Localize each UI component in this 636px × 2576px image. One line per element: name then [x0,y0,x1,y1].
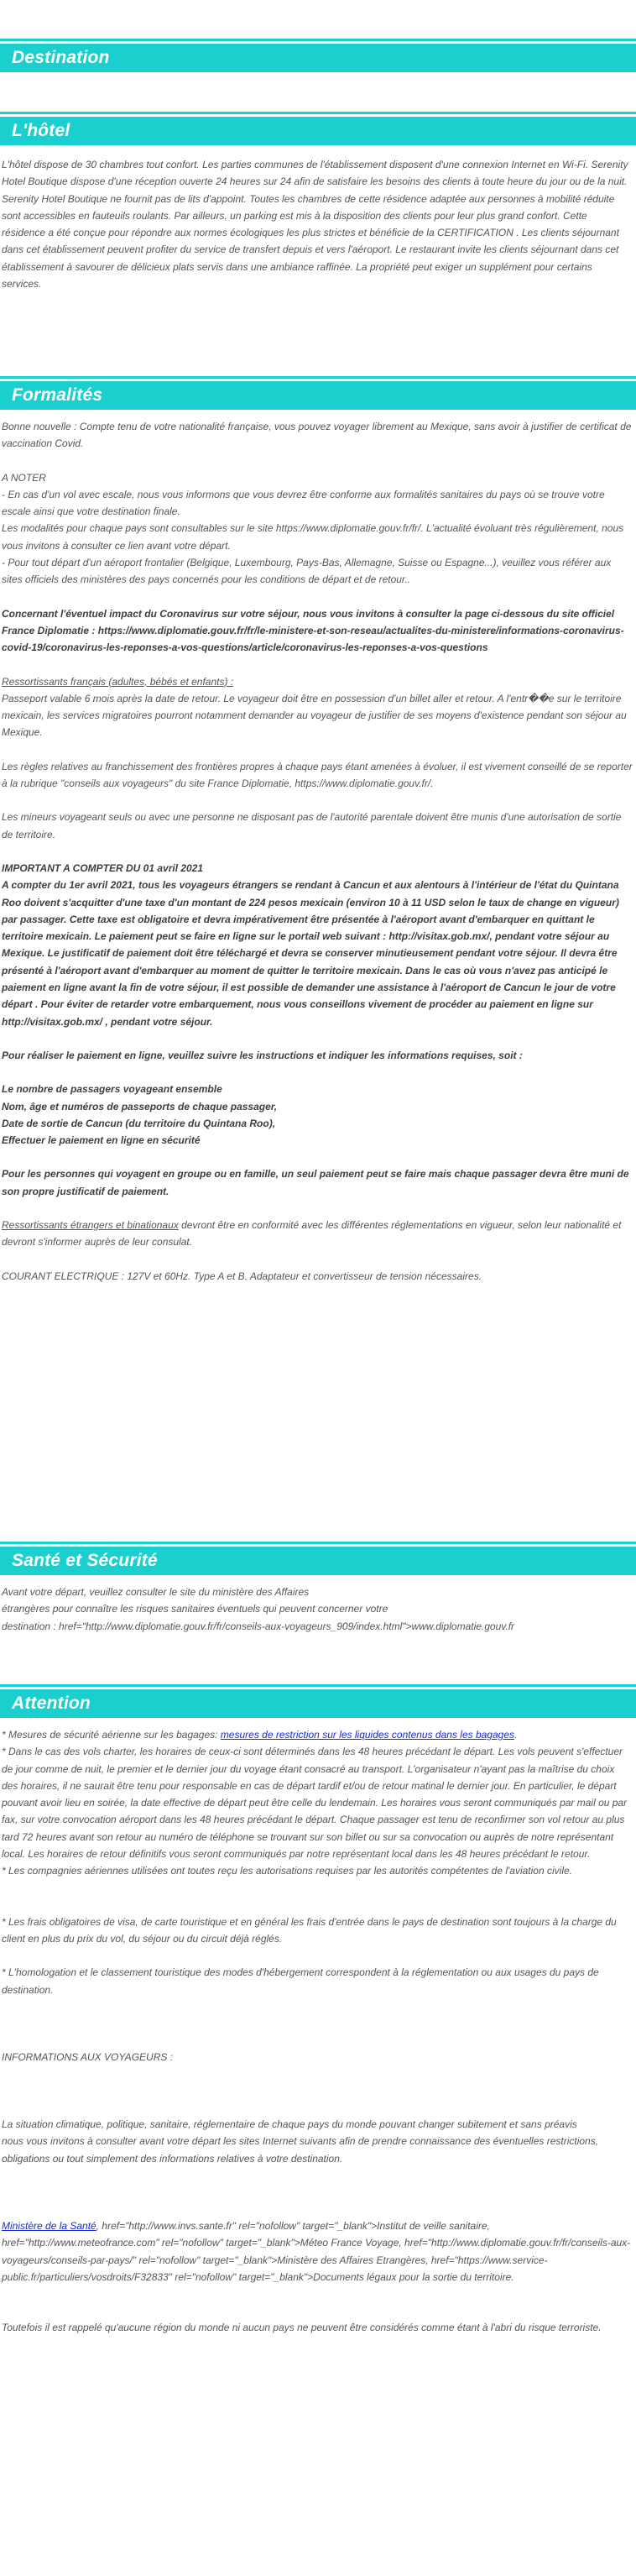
ressortissants-title: Ressortissants français (adultes, bébés et enfants) : [2,675,234,688]
liquides-restriction-link[interactable]: mesures de restriction sur les liquides contenus dans les bagages [220,1729,515,1741]
paiement-step: Nom, âge et numéros de passeports de chaque passager, [2,1100,278,1113]
formalites-section [0,418,634,1285]
attention-section [0,1726,634,2337]
infos-voyageurs-title: INFORMATIONS AUX VOYAGEURS : [2,2050,174,2063]
a-noter-modalites: Les modalités pour chaque pays sont consultables sur le site https://www.diplomatie.gouv.fr/fr/. L'actualité évoluant très régulièrement, nous vous invitons à consulter ce lien avant votre départ. [2,522,624,552]
a-noter-title: A NOTER [2,471,46,484]
section-header-formalites: Formalités [0,381,636,410]
horaires-notice: * Dans le cas des vols charter, les horaires de ceux-ci sont déterminés dans les 48 heures précédant le départ. Les vols peuvent s'effectuer de jour comme de nuit, le premier et le dernier jour du voyage étant consacré au transport. L'organisateur n'ayant pas la maîtrise du choix des horaires, il ne saurait être tenu pour responsable en cas de départ tardif et/ou de retour matinal le dernier jour. En particulier, le départ pouvant avoir lieu en soirée, la date effective de départ peut être celle du lendemain. Les horaires vous seront communiqués par mail ou par fax, sur votre convocation aéroport dans les 48 heures précédant le départ. Chaque passager est tenu de reconfirmer son vol retour au plus tard 72 heures avant son retour au numéro de téléphone se trouvant sur son billet ou sur sa convocation ou auprès de notre représentant local. Les horaires de retour définitifs vous seront communiqués par notre représentant local dans les 48 heures précédant le retour. [2,1746,628,1861]
ressortissants-text: Passeport valable 6 mois après la date de retour. Le voyageur doit être en possession d'un billet aller et retour. A l'entr��e sur le territoire mexicain, les services migratoires pourront notamment demander au voyageur de justifier de ses moyens d'existence pendant son séjour au Mexique. [2,692,627,739]
important-text: A compter du 1er avril 2021, tous les voyageurs étrangers se rendant à Cancun et aux alentours à l'intérieur de l'état du Quintana Roo doivent s'acquitter d'une taxe d'un montant de 224 pesos mexicain (environ 10 à 11 USD selon le taux de change en vigueur) par passager. Cette taxe est obligatoire et devra impérativement être présentée à l'aéroport avant d'embarquer en quittant le territoire mexicain. Le paiement peut se faire en ligne sur le portail web suivant : http://visitax.gob.mx/, pendant votre séjour au Mexique. Le justificatif de paiement doit être téléchargé et devra se conserver minutieusement pendant votre séjour. Il devra être présenté à l'aéroport avant d'embarquer au moment de quitter le territoire mexicain. Dans le cas où vous n'avez pas anticipé le paiement en ligne avant la fin de votre séjour, il est possible de demander une assistance à l'aéroport de Cancun le jour de votre départ . Pour éviter de retarder votre embarquement, nous vous conseillons vivement de procéder au paiement en ligne sur http://visitax.gob.mx/ , pendant votre séjour. [2,879,619,1028]
frais-notice: * Les frais obligatoires de visa, de carte touristique et en général les frais d'entrée dans le pays de destination sont toujours à la charge du client en plus du prix du vol, du séjour ou du circuit déjà réglés. [2,1915,617,1945]
etrangers-title: Ressortissants étrangers et binationaux [2,1218,179,1231]
situation-notice: La situation climatique, politique, sanitaire, réglementaire de chaque pays du monde pouvant changer subitement et sans préavis [2,2118,577,2131]
ministere-links [2,2217,633,2285]
paiement-step: Effectuer le paiement en ligne en sécurité [2,1134,201,1147]
terrorisme-notice: Toutefois il est rappelé qu'aucune région du monde ni aucun pays ne peuvent être considérés comme étant à l'abri du risque terroriste. [2,2322,602,2334]
mineurs-notice: Les mineurs voyageant seuls ou avec une personne ne disposant pas de l'autorité parentale doivent être munis d'une autorisation de sortie de territoire. [2,811,622,840]
a-noter-frontalier: - Pour tout départ d'un aéroport frontalier (Belgique, Luxembourg, Pays-Bas, Allemagne, Suisse ou Espagne...), veuillez vous référer aux sites officiels des ministères des pays concernés pour les conditions de départ et de retour.. [2,557,612,586]
courant-electrique: COURANT ELECTRIQUE : 127V et 60Hz. Type A et B. Adaptateur et convertisseur de tension nécessaires. [2,1270,482,1282]
sante-line: étrangères pour connaître les risques sanitaires éventuels qui peuvent concerner votre [2,1603,388,1615]
groupe-notice: Pour les personnes qui voyagent en groupe ou en famille, un seul paiement peut se faire mais chaque passager devra être muni de son propre justificatif de paiement. [2,1168,629,1197]
hotel-section [0,156,634,292]
mesures-suffix: . [514,1729,518,1741]
homologation-notice: * L'homologation et le classement touristique des modes d'hébergement correspondent à la réglementation ou aux usages du pays de destination. [2,1966,599,1996]
section-header-attention: Attention [0,1689,636,1718]
sante-line: destination : href="http://www.diplomatie.gouv.fr/fr/conseils-aux-voyageurs_909/index.html">www.diplomatie.gouv.fr [2,1620,515,1632]
ministere-sante-link[interactable]: Ministère de la Santé [2,2220,96,2233]
paiement-intro: Pour réaliser le paiement en ligne, veuillez suivre les instructions et indiquer les informations requises, soit : [2,1049,523,1061]
mesures-securite [2,1726,633,1743]
paiement-step: Le nombre de passagers voyageant ensemble [2,1083,222,1096]
covid-notice: Concernant l'éventuel impact du Coronavirus sur votre séjour, nous vous invitons à consulter la page ci-dessous du site officiel France Diplomatie : https://www.diplomatie.gouv.fr/fr/le-ministere-et-son-reseau/actualites-du-ministere/informations-coronavirus-covid-19/coronavirus-les-reponses-a-vos-questions/article/coronavirus-les-reponses-a-vos-questions [2,607,624,654]
mesures-prefix: * Mesures de sécurité aérienne sur les bagages: [2,1729,221,1741]
important-title: IMPORTANT A COMPTER DU 01 avril 2021 [2,861,204,874]
regles-frontieres: Les règles relatives au franchissement des frontières propres à chaque pays étant amenées à évoluer, il est vivement conseillé de se reporter à la rubrique "conseils aux voyageurs" du site France Diplomatie, https://www.diplomatie.gouv.fr/. [2,760,633,790]
compagnies-notice: * Les compagnies aériennes utilisées ont toutes reçu les autorisations requises par les autorités compétentes de l'aviation civile. [2,1865,572,1877]
etrangers-notice [2,1217,633,1251]
hotel-description: L'hôtel dispose de 30 chambres tout confort. Les parties communes de l'établissement disposent d'une connexion Internet en Wi-Fi. Serenity Hotel Boutique dispose d'une réception ouverte 24 heures sur 24 afin de satisfaire les besoins des clients à toute heure du jour ou de la nuit. Serenity Hotel Boutique ne fournit pas de lits d'appoint. Toutes les chambres de cette résidence adaptée aux personnes à mobilité réduite sont accessibles en fauteuils roulants. Par ailleurs, un parking est mis à la disposition des clients pour leur plus grand confort. Cette résidence a été conçue pour répondre aux normes écologiques les plus strictes et bénéficie de la CERTIFICATION . Les clients séjournant dans cet établissement peuvent profiter du service de transfert depuis et vers l'aéroport. Le restaurant invite les clients séjournant dans cet établissement à savourer de délicieux plats servis dans une ambiance raffinée. La propriété peut exiger un supplément pour certains services. [2,159,628,291]
ministere-links-text: , href="http://www.invs.sante.fr" rel="nofollow" target="_blank">Institut de veille sanitaire, href="http://www.meteofrance.com" rel="nofollow" target="_blank">Méteo France Voyage, href="http://www.diplomatie.gouv.fr/fr/conseils-aux-voyageurs/conseils-par-pays/" rel="nofollow" target="_blank">Ministère des Affaires Etrangères, href="https://www.service-public.fr/particuliers/vosdroits/F32833" rel="nofollow" target="_blank">Documents légaux pour la sortie du territoire. [2,2220,631,2283]
sante-section [0,1584,634,1635]
paiement-step: Date de sortie de Cancun (du territoire du Quintana Roo), [2,1117,276,1129]
situation-notice-2: nous vous invitons à consulter avant votre départ les sites Internet suivants afin de prendre connaissance des éventuelles restrictions, obligations ou tout simplement des informations relatives à votre destination. [2,2135,599,2165]
section-header-destination: Destination [0,44,636,72]
a-noter-escale: - En cas d'un vol avec escale, nous vous informons que vous devrez être conforme aux formalités sanitaires du pays où se trouve votre escale ainsi que votre destination finale. [2,488,605,518]
etrangers-text: devront être en conformité avec les différentes réglementations en vigueur, selon leur nationalité et devront s'informer auprès de leur consulat. [2,1218,622,1249]
section-header-sante: Santé et Sécurité [0,1547,636,1575]
section-header-hotel: L'hôtel [0,117,636,145]
formalites-intro: Bonne nouvelle : Compte tenu de votre nationalité française, vous pouvez voyager librement au Mexique, sans avoir à justifier de certificat de vaccination Covid. [2,421,632,450]
sante-line: Avant votre départ, veuillez consulter le site du ministère des Affaires [2,1586,310,1598]
